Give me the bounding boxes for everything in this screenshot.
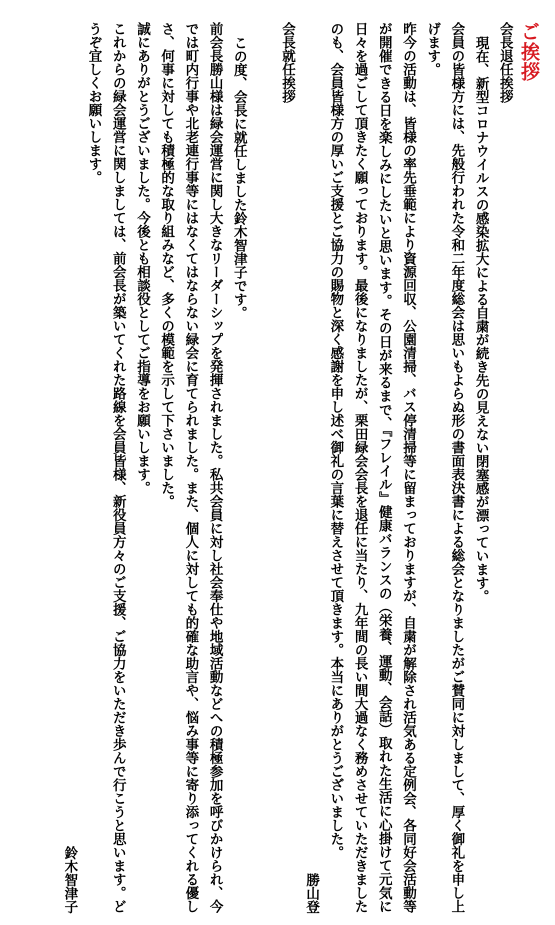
inauguration-paragraph-4: これからの緑会運営に関しましては、前会長が築いてくれた路線を会員皆様、新役員方々のご支援、ご協力をいただき歩んで行こうと思います。どうぞ宜しくお願いします。 [85, 22, 126, 913]
inauguration-paragraph-1: この度、会長に就任しました鈴木智津子です。 [230, 35, 247, 319]
retirement-paragraph-1: 現在、新型コロナウイルスの感染拡大による自粛が続き先の見えない閉塞感が漂っています。 [472, 35, 489, 603]
inauguration-heading: 会長就任挨拶 [278, 22, 295, 103]
inauguration-paragraph-3: 誠にありがとうございました。今後とも相談役としてご指導をお願いします。 [133, 22, 150, 495]
retirement-paragraph-3: 昨今の活動は、皆様の率先垂範により資源回収、公園清掃、バス停清掃等に留まっておりますが、自粛が解除され活気ある定例会、各同好会活動等が開催できる日を楽しみにしたいと思います。その日が来るまで、『フレイル』健康バランスの（栄養、運動、会話）取れた生活に心掛けて元気に日々を過ごして頂きたく願っております。最後になりましたが、栗田緑会会長を退任に当たり、九年間の長い間大過なく務めさせていただきましたのも、会員皆様方の厚いご支援とご協力の賜物と深く感謝を申し述べ御礼の言葉に替えさせて頂きます。本当にありがとうございました。 [327, 22, 416, 913]
retirement-signature: 勝山登 [303, 872, 320, 913]
inauguration-paragraph-2: 前会長勝山様は緑会運営に関し大きなリーダーシップを発揮されました。私共会員に対し社会奉仕や地域活動などへの積極参加を呼びかけられ、今では町内行事や北老連行事等にはなくてはならない緑会に育てられました。また、個人に対しても的確な助言や、悩み事等に寄り添ってくれる優しさ、何事に対しても積極的な取り組みなど、多くの模範を示して下さいました。 [158, 22, 223, 913]
inauguration-signature: 鈴木智津子 [61, 845, 78, 913]
document-title: ご挨拶 [518, 22, 540, 82]
retirement-paragraph-2: 会員の皆様方には、先般行われた令和二年度総会は思いもよらぬ形の書面表決書による総会となりましたがご賛同に対しまして、厚く御礼を申し上げます。 [424, 22, 465, 913]
retirement-heading: 会長退任挨拶 [496, 22, 513, 103]
